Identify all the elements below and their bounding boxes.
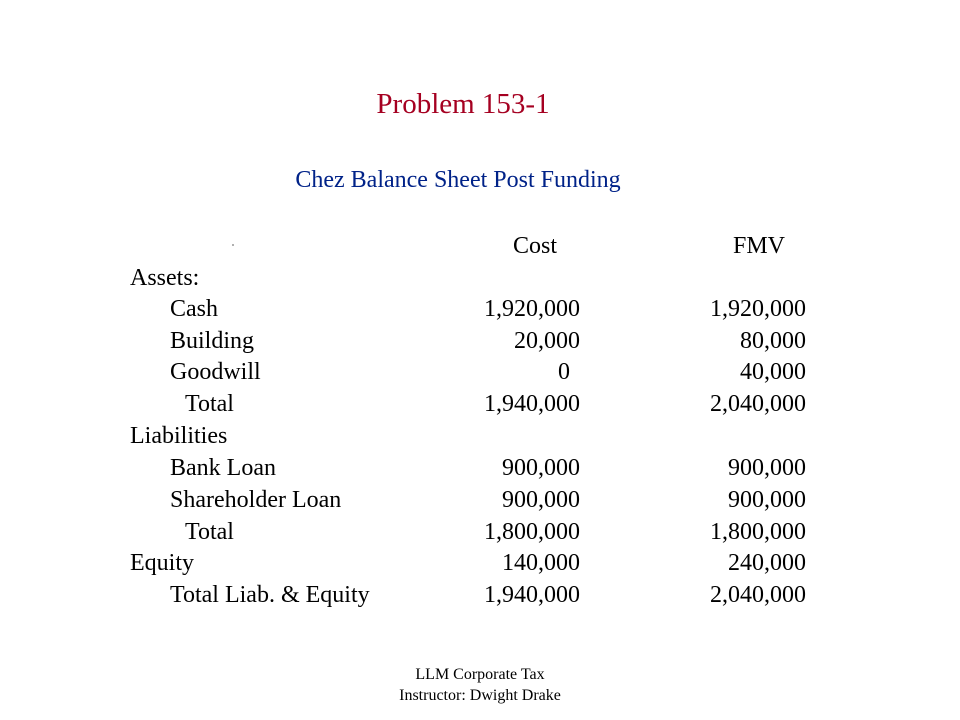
fmv-value: 1,920,000 [710, 296, 806, 322]
column-header-fmv: FMV [732, 233, 786, 259]
cost-value: 1,920,000 [484, 296, 580, 322]
footer-course: LLM Corporate Tax [415, 666, 545, 683]
row-label: Total [185, 391, 234, 417]
cash-row [0, 293, 960, 325]
row-label: Total [185, 519, 234, 545]
fmv-value: 900,000 [728, 487, 806, 513]
total-liab-equity-row [0, 579, 960, 611]
bank-loan-row [0, 452, 960, 484]
assets-heading-row [0, 262, 960, 294]
building-row [0, 325, 960, 357]
shareholder-loan-row [0, 484, 960, 516]
row-label: Shareholder Loan [170, 487, 342, 513]
fmv-value: 2,040,000 [710, 391, 806, 417]
row-label: Total Liab. & Equity [170, 582, 370, 608]
balance-sheet-subtitle: Chez Balance Sheet Post Funding [295, 167, 621, 193]
liabilities-heading-row [0, 420, 960, 452]
slide-footer [0, 664, 960, 706]
cost-value: 20,000 [514, 328, 580, 354]
cost-value: 900,000 [502, 487, 580, 513]
row-label: Bank Loan [170, 455, 276, 481]
cost-value: 900,000 [502, 455, 580, 481]
liabilities-total-row [0, 516, 960, 548]
fmv-value: 1,800,000 [710, 519, 806, 545]
cost-value: 1,940,000 [484, 391, 580, 417]
fmv-value: 900,000 [728, 455, 806, 481]
fmv-value: 40,000 [740, 359, 806, 385]
cost-value: 1,940,000 [484, 582, 580, 608]
fmv-value: 80,000 [740, 328, 806, 354]
row-label: Building [170, 328, 255, 354]
fmv-value: 240,000 [728, 550, 806, 576]
slide-title: Problem 153-1 [376, 88, 550, 120]
cost-value: 0 [558, 359, 570, 385]
liabilities-heading: Liabilities [130, 423, 228, 449]
cost-value: 140,000 [502, 550, 580, 576]
row-label: Equity [130, 550, 194, 576]
column-header-cost: Cost [512, 233, 557, 259]
column-header-row [0, 230, 960, 262]
row-label: Cash [170, 296, 218, 322]
row-label: Goodwill [170, 359, 261, 385]
assets-heading: Assets: [130, 265, 200, 291]
cost-value: 1,800,000 [484, 519, 580, 545]
assets-total-row [0, 388, 960, 420]
fmv-value: 2,040,000 [710, 582, 806, 608]
equity-row [0, 547, 960, 579]
footer-instructor: Instructor: Dwight Drake [399, 687, 561, 704]
goodwill-row [0, 356, 960, 388]
